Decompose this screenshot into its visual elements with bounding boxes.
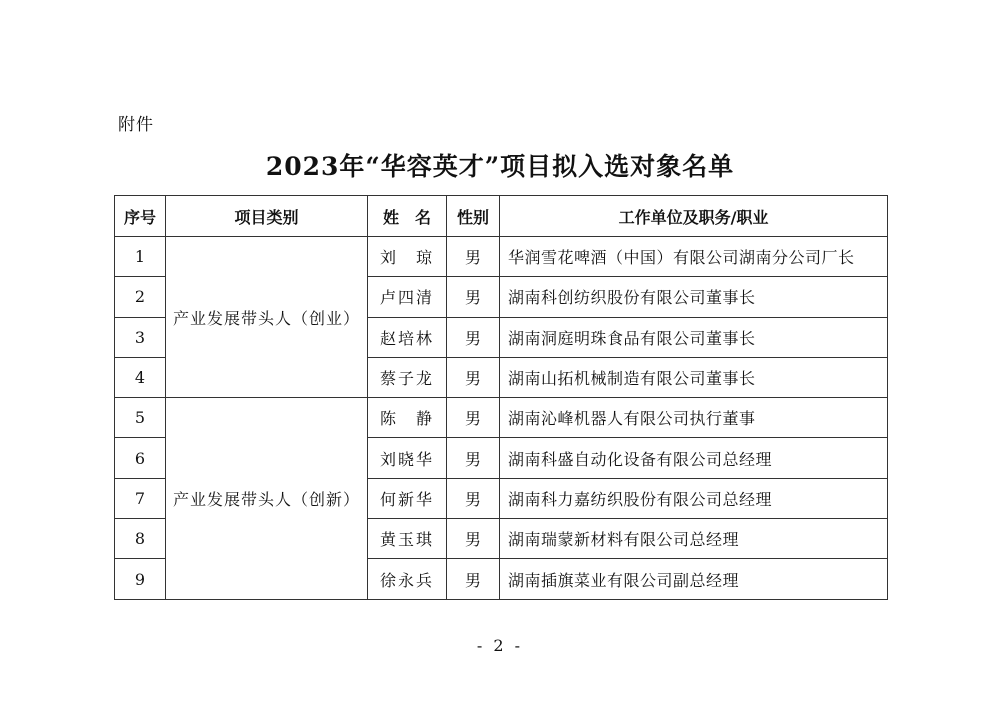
row-org: 湖南沁峰机器人有限公司执行董事: [500, 398, 888, 438]
header-category: 项目类别: [166, 196, 368, 237]
row-no: 7: [115, 478, 166, 518]
table-row: [115, 398, 888, 438]
page-number: - 2 -: [476, 636, 524, 655]
row-no: 5: [115, 398, 166, 438]
row-org: 湖南科创纺织股份有限公司董事长: [500, 277, 888, 317]
row-name: 卢四清: [368, 277, 447, 317]
page-title: 2023年“华容英才”项目拟入选对象名单: [265, 152, 735, 181]
row-no: 1: [115, 237, 166, 277]
row-gender: 男: [447, 317, 500, 357]
row-name: 何新华: [368, 478, 447, 518]
row-no: 9: [115, 559, 166, 599]
row-name: 赵培林: [368, 317, 447, 357]
table-header-row: [115, 196, 888, 237]
header-gender: 性别: [447, 196, 500, 237]
row-name: 刘晓华: [368, 438, 447, 478]
table-row: [115, 237, 888, 277]
row-org: 湖南科力嘉纺织股份有限公司总经理: [500, 478, 888, 518]
row-no: 8: [115, 519, 166, 559]
row-org: 湖南瑞蒙新材料有限公司总经理: [500, 519, 888, 559]
row-org: 湖南山拓机械制造有限公司董事长: [500, 357, 888, 397]
row-gender: 男: [447, 277, 500, 317]
row-gender: 男: [447, 398, 500, 438]
row-gender: 男: [447, 519, 500, 559]
row-name: 徐永兵: [368, 559, 447, 599]
row-org: 湖南洞庭明珠食品有限公司董事长: [500, 317, 888, 357]
row-gender: 男: [447, 237, 500, 277]
row-no: 4: [115, 357, 166, 397]
row-name: 黄玉琪: [368, 519, 447, 559]
category-cell: 产业发展带头人（创新）: [166, 398, 368, 599]
header-no: 序号: [115, 196, 166, 237]
row-org: 湖南科盛自动化设备有限公司总经理: [500, 438, 888, 478]
row-name: 刘 琼: [368, 237, 447, 277]
row-gender: 男: [447, 559, 500, 599]
row-name: 陈 静: [368, 398, 447, 438]
candidate-table: [114, 195, 888, 600]
row-gender: 男: [447, 478, 500, 518]
header-name: 姓 名: [368, 196, 447, 237]
category-cell: 产业发展带头人（创业）: [166, 237, 368, 398]
row-no: 6: [115, 438, 166, 478]
row-org: 湖南插旗菜业有限公司副总经理: [500, 559, 888, 599]
attachment-label: 附件: [118, 115, 154, 135]
row-gender: 男: [447, 438, 500, 478]
row-gender: 男: [447, 357, 500, 397]
row-name: 蔡子龙: [368, 357, 447, 397]
row-org: 华润雪花啤酒（中国）有限公司湖南分公司厂长: [500, 237, 888, 277]
row-no: 2: [115, 277, 166, 317]
row-no: 3: [115, 317, 166, 357]
header-org: 工作单位及职务/职业: [500, 196, 888, 237]
